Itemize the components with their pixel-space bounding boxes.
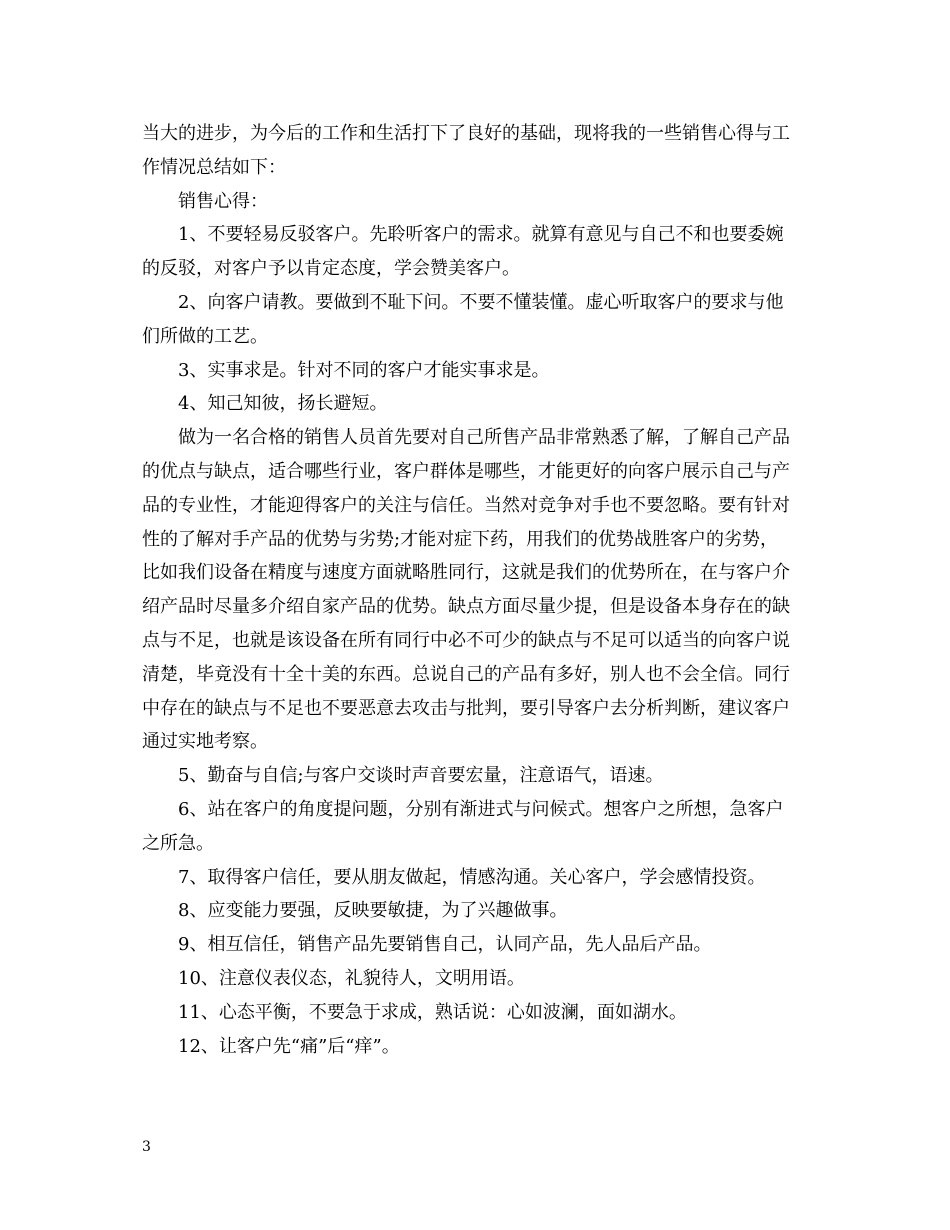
text-line: 当大的进步，为今后的工作和生活打下了良好的基础，现将我的一些销售心得与工 [142, 123, 790, 144]
text-line: 性的了解对手产品的优势与劣势;才能对症下药，用我们的优势战胜客户的劣势， [142, 528, 779, 550]
text-line: 们所做的工艺。 [142, 325, 268, 347]
text-line: 做为一名合格的销售人员首先要对自己所售产品非常熟悉了解，了解自己产品 [178, 427, 790, 449]
page-number: 3 [142, 1139, 151, 1155]
paragraph [142, 387, 810, 421]
paragraph [142, 354, 810, 388]
text-line: 12、让客户先“痛”后“痒”。 [178, 1035, 400, 1057]
text-line: 7、取得客户信任，要从朋友做起，情感沟通。关心客户，学会感情投资。 [178, 866, 766, 888]
paragraph [142, 1030, 810, 1064]
text-line: 2、向客户请教。要做到不耻下问。不要不懂装懂。虚心听取客户的要求与他 [178, 291, 784, 313]
paragraph [142, 286, 810, 354]
text-line: 点与不足，也就是该设备在所有同行中必不可少的缺点与不足可以适当的向客户说 [142, 629, 790, 651]
text-line: 11、心态平衡，不要急于求成，熟话说：心如波澜，面如湖水。 [178, 1001, 687, 1023]
paragraph [142, 861, 810, 895]
text-line: 通过实地考察。 [142, 731, 268, 753]
text-line: 绍产品时尽量多介绍自家产品的优势。缺点方面尽量少提，但是设备本身存在的缺 [142, 596, 790, 618]
paragraph [142, 996, 810, 1030]
text-line: 品的专业性，才能迎得客户的关注与信任。当然对竞争对手也不要忽略。要有针对 [142, 494, 790, 516]
text-line: 3、实事求是。针对不同的客户才能实事求是。 [178, 359, 550, 381]
text-line: 之所急。 [142, 832, 214, 854]
text-line: 6、站在客户的角度提问题，分别有渐进式与问候式。想客户之所想，急客户 [178, 798, 784, 820]
text-line: 10、注意仪表仪态，礼貌待人，文明用语。 [178, 967, 525, 989]
document-body [142, 117, 810, 1063]
paragraph [142, 421, 810, 759]
text-line: 作情况总结如下： [142, 156, 286, 178]
paragraph [142, 218, 810, 286]
text-line: 4、知己知彼，扬长避短。 [178, 393, 388, 415]
paragraph [142, 759, 810, 793]
text-line: 中存在的缺点与不足也不要恶意去攻击与批判，要引导客户去分析判断，建议客户 [142, 697, 790, 719]
paragraph [142, 928, 810, 962]
paragraph [142, 962, 810, 996]
text-line: 9、相互信任，销售产品先要销售自己，认同产品，先人品后产品。 [178, 934, 712, 956]
text-line: 清楚，毕竟没有十全十美的东西。总说自己的产品有多好，别人也不会全信。同行 [142, 663, 790, 685]
text-line: 8、应变能力要强，反映要敏捷，为了兴趣做事。 [178, 900, 568, 922]
text-line: 的反驳，对客户予以肯定态度，学会赞美客户。 [142, 258, 520, 280]
paragraph [142, 185, 810, 219]
text-line: 比如我们设备在精度与速度方面就略胜同行，这就是我们的优势所在，在与客户介 [142, 562, 790, 584]
paragraph [142, 117, 810, 185]
text-line: 的优点与缺点，适合哪些行业，客户群体是哪些，才能更好的向客户展示自己与产 [142, 460, 790, 482]
text-line: 5、勤奋与自信;与客户交谈时声音要宏量，注意语气，语速。 [178, 765, 664, 787]
paragraph [142, 894, 810, 928]
text-line: 1、不要轻易反驳客户。先聆听客户的需求。就算有意见与自己不和也要委婉 [178, 224, 784, 246]
paragraph [142, 793, 810, 861]
text-line: 销售心得： [178, 190, 268, 212]
